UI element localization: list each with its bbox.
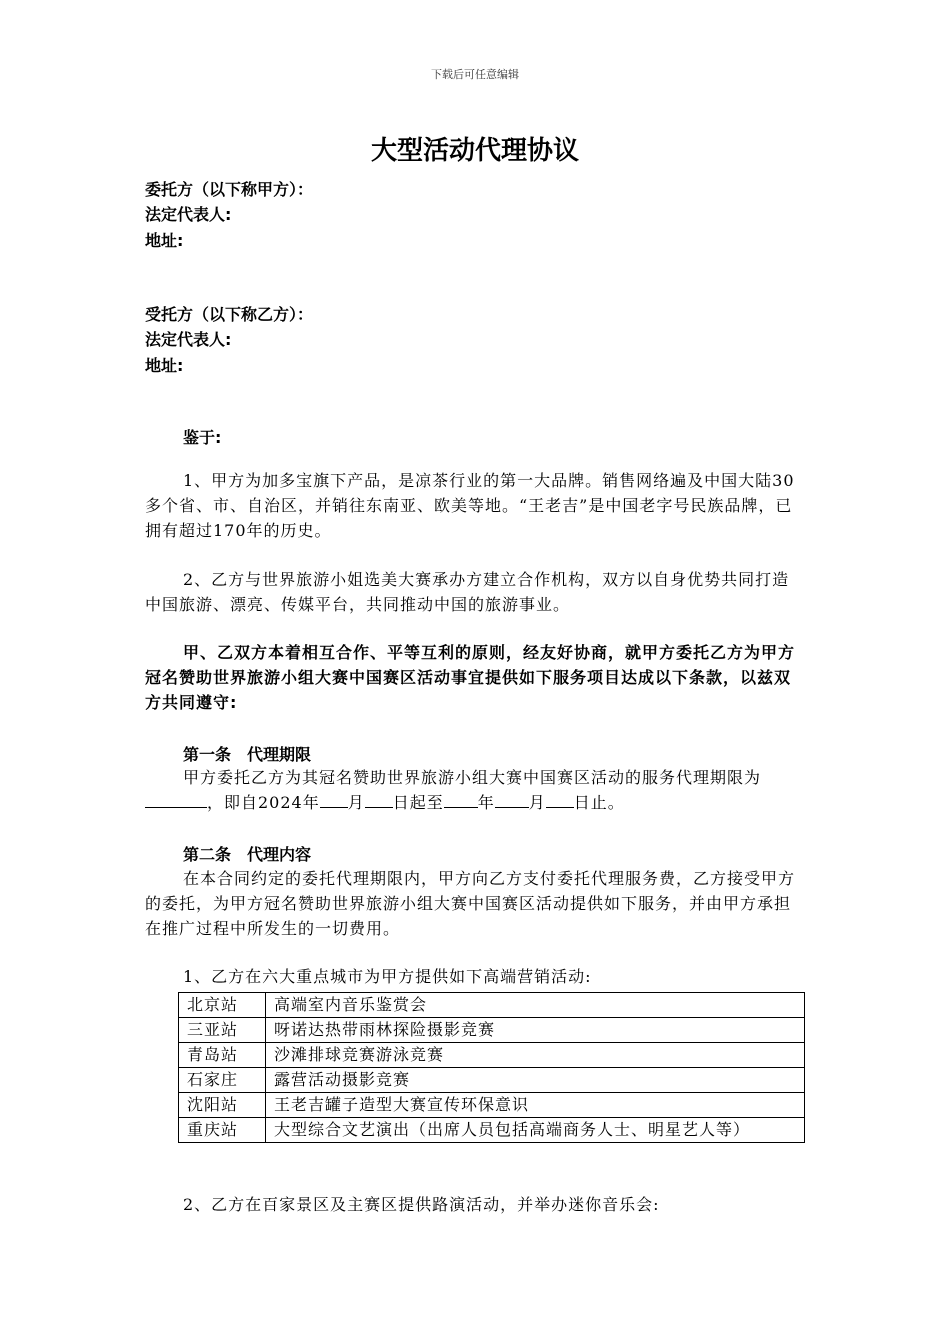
- article-2-heading: 第二条 代理内容: [183, 845, 312, 864]
- document-title: 大型活动代理协议: [370, 136, 579, 166]
- end-year-blank[interactable]: [444, 792, 478, 808]
- city-cell: 三亚站: [179, 1018, 266, 1043]
- party-b-address: 地址:: [145, 356, 184, 375]
- activity-cell: 大型综合文艺演出（出席人员包括高端商务人士、明星艺人等）: [266, 1118, 805, 1143]
- article-1-text-lead: 甲方委托乙方为其冠名赞助世界旅游小组大赛中国赛区活动的服务代理期限为: [183, 768, 762, 787]
- party-a-label: 委托方（以下称甲方）：: [145, 180, 314, 199]
- month-unit: 月: [347, 793, 365, 812]
- table-row: [179, 1018, 805, 1043]
- table-row: [179, 1118, 805, 1143]
- city-cell: 沈阳站: [179, 1093, 266, 1118]
- page-header-note: 下载后可任意编辑: [431, 68, 519, 81]
- city-cell: 石家庄: [179, 1068, 266, 1093]
- article-2-text: 在本合同约定的委托代理期限内，甲方向乙方支付委托代理服务费，乙方接受甲方的委托，为甲方冠名赞助世界旅游小组大赛中国赛区活动提供如下服务，并由甲方承担在推广过程中所发生的一切费用。: [145, 869, 796, 938]
- activity-cell: 沙滩排球竞赛游泳竞赛: [266, 1043, 805, 1068]
- preamble-paragraph: 甲、乙双方本着相互合作、平等互利的原则，经友好协商，就甲方委托乙方为甲方冠名赞助世界旅游小组大赛中国赛区活动事宜提供如下服务项目达成以下条款，以兹双方共同遵守:: [145, 643, 796, 712]
- article-2-item-1: 1、乙方在六大重点城市为甲方提供如下高端营销活动:: [183, 967, 592, 986]
- activity-cell: 高端室内音乐鉴赏会: [266, 993, 805, 1018]
- activity-cell: 王老吉罐子造型大赛宣传环保意识: [266, 1093, 805, 1118]
- whereas-label: 鉴于:: [183, 428, 222, 447]
- start-month-blank[interactable]: [320, 792, 348, 808]
- article-1-heading: 第一条 代理期限: [183, 745, 312, 764]
- party-b-representative: 法定代表人:: [145, 330, 232, 349]
- article-1-text: [145, 765, 805, 815]
- table-row: [179, 1068, 805, 1093]
- events-table: [178, 992, 805, 1143]
- table-row: [179, 1043, 805, 1068]
- term-blank[interactable]: [145, 792, 207, 808]
- article-2-item-2: 2、乙方在百家景区及主赛区提供路演活动，并举办迷你音乐会:: [183, 1195, 660, 1214]
- party-a-address: 地址:: [145, 231, 184, 250]
- end-month-blank[interactable]: [495, 792, 529, 808]
- start-day-blank[interactable]: [365, 792, 393, 808]
- whereas-paragraph-1: 1、甲方为加多宝旗下产品，是凉茶行业的第一大品牌。销售网络遍及中国大陆30多个省、市、自治区，并销往东南亚、欧美等地。“王老吉”是中国老字号民族品牌，已拥有超过170年的历史。: [145, 471, 795, 540]
- month-unit: 月: [528, 793, 546, 812]
- end-day-blank[interactable]: [546, 792, 574, 808]
- day-unit: 日止。: [573, 793, 625, 812]
- activity-cell: 呀诺达热带雨林探险摄影竞赛: [266, 1018, 805, 1043]
- city-cell: 青岛站: [179, 1043, 266, 1068]
- article-1-text-from: ，即自2024年: [207, 793, 320, 812]
- year-unit: 年: [477, 793, 495, 812]
- party-b-label: 受托方（以下称乙方）：: [145, 305, 314, 324]
- activity-cell: 露营活动摄影竞赛: [266, 1068, 805, 1093]
- city-cell: 重庆站: [179, 1118, 266, 1143]
- table-row: [179, 1093, 805, 1118]
- table-row: [179, 993, 805, 1018]
- day-unit: 日起至: [392, 793, 444, 812]
- party-a-representative: 法定代表人:: [145, 205, 232, 224]
- city-cell: 北京站: [179, 993, 266, 1018]
- whereas-paragraph-2: 2、乙方与世界旅游小姐选美大赛承办方建立合作机构，双方以自身优势共同打造中国旅游、漂亮、传媒平台，共同推动中国的旅游事业。: [145, 570, 790, 614]
